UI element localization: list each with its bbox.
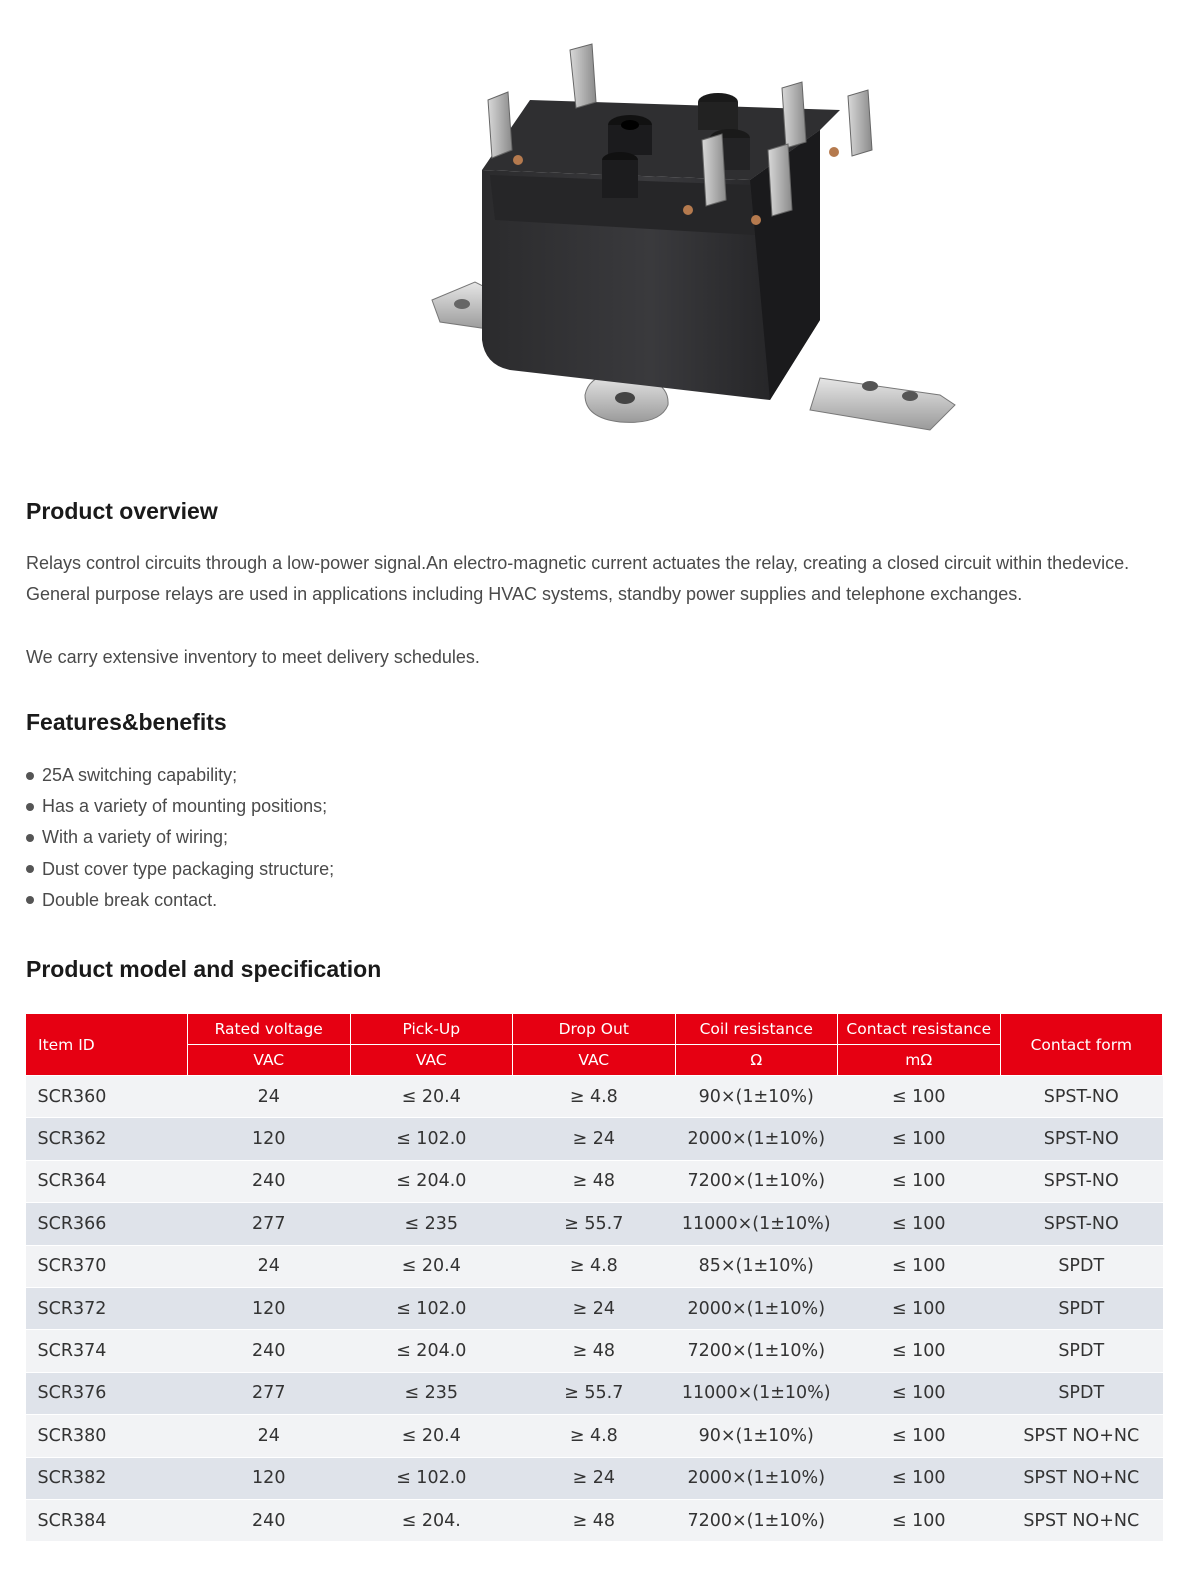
- features-title: Features&benefits: [26, 709, 227, 735]
- table-row: [26, 1330, 1163, 1372]
- table-row: [26, 1118, 1163, 1160]
- terminal-5: [702, 134, 726, 206]
- cell-contact-resistance: ≤ 100: [838, 1118, 1001, 1160]
- cell-contact-form: SPST NO+NC: [1000, 1499, 1163, 1541]
- spec-unit-row: [26, 1045, 1163, 1076]
- overview-text: Relays control circuits through a low-power signal.An electro-magnetic current actuates the relay, creating a closed circuit within thedevice. General purpose relays are used in applications including HVAC systems, standby power supplies and telephone exchanges.: [26, 553, 1130, 605]
- cell-item-id: SCR360: [26, 1076, 188, 1118]
- cell-item-id: SCR364: [26, 1160, 188, 1202]
- cell-coil-resistance: 90×(1±10%): [675, 1415, 838, 1457]
- cell-pick-up: ≤ 102.0: [350, 1118, 513, 1160]
- cell-coil-resistance: 2000×(1±10%): [675, 1287, 838, 1329]
- cell-contact-form: SPST NO+NC: [1000, 1457, 1163, 1499]
- feature-text: Dust cover type packaging structure;: [42, 858, 335, 879]
- table-row: [26, 1203, 1163, 1245]
- cell-coil-resistance: 2000×(1±10%): [675, 1457, 838, 1499]
- overview-title: Product overview: [26, 498, 218, 524]
- cell-rated-voltage: 24: [188, 1245, 351, 1287]
- cell-item-id: SCR384: [26, 1499, 188, 1541]
- cell-rated-voltage: 24: [188, 1415, 351, 1457]
- feature-text: Has a variety of mounting positions;: [42, 796, 328, 817]
- cell-drop-out: ≥ 4.8: [513, 1415, 676, 1457]
- cell-coil-resistance: 2000×(1±10%): [675, 1118, 838, 1160]
- cell-rated-voltage: 277: [188, 1203, 351, 1245]
- header-contact-form: Contact form: [1000, 1014, 1163, 1076]
- spec-header-row: [26, 1014, 1163, 1045]
- cell-drop-out: ≥ 48: [513, 1499, 676, 1541]
- unit-drop-out: VAC: [513, 1045, 676, 1076]
- cell-contact-form: SPDT: [1000, 1245, 1163, 1287]
- cell-rated-voltage: 120: [188, 1118, 351, 1160]
- feature-item: [26, 791, 334, 822]
- product-image: [420, 30, 980, 450]
- terminal-1: [570, 44, 596, 108]
- bullet-icon: [26, 896, 34, 904]
- cell-rated-voltage: 120: [188, 1287, 351, 1329]
- bullet-icon: [26, 772, 34, 780]
- spec-table: [25, 1013, 1163, 1542]
- cell-pick-up: ≤ 20.4: [350, 1076, 513, 1118]
- cell-drop-out: ≥ 55.7: [513, 1203, 676, 1245]
- cell-item-id: SCR374: [26, 1330, 188, 1372]
- cell-contact-resistance: ≤ 100: [838, 1287, 1001, 1329]
- table-row: [26, 1372, 1163, 1414]
- cell-pick-up: ≤ 20.4: [350, 1245, 513, 1287]
- bullet-icon: [26, 834, 34, 842]
- cell-coil-resistance: 85×(1±10%): [675, 1245, 838, 1287]
- cell-item-id: SCR382: [26, 1457, 188, 1499]
- table-row: [26, 1245, 1163, 1287]
- cell-coil-resistance: 90×(1±10%): [675, 1076, 838, 1118]
- relay-illustration: [420, 30, 980, 450]
- cell-contact-resistance: ≤ 100: [838, 1076, 1001, 1118]
- unit-pick-up: VAC: [350, 1045, 513, 1076]
- cell-pick-up: ≤ 204.: [350, 1499, 513, 1541]
- cell-drop-out: ≥ 24: [513, 1457, 676, 1499]
- table-row: [26, 1160, 1163, 1202]
- terminal-2: [488, 92, 512, 158]
- cell-rated-voltage: 24: [188, 1076, 351, 1118]
- cell-item-id: SCR372: [26, 1287, 188, 1329]
- spec-title: Product model and specification: [26, 956, 382, 982]
- unit-coil-resistance: Ω: [675, 1045, 838, 1076]
- cell-rated-voltage: 120: [188, 1457, 351, 1499]
- features-list: [26, 760, 334, 916]
- header-rated-voltage: Rated voltage: [188, 1014, 351, 1045]
- cell-pick-up: ≤ 235: [350, 1372, 513, 1414]
- cell-rated-voltage: 277: [188, 1372, 351, 1414]
- table-row: [26, 1457, 1163, 1499]
- cell-drop-out: ≥ 48: [513, 1330, 676, 1372]
- cell-item-id: SCR362: [26, 1118, 188, 1160]
- cell-contact-form: SPDT: [1000, 1372, 1163, 1414]
- table-row: [26, 1499, 1163, 1541]
- feature-item: [26, 854, 334, 885]
- cell-contact-form: SPST-NO: [1000, 1076, 1163, 1118]
- cell-coil-resistance: 7200×(1±10%): [675, 1160, 838, 1202]
- cell-drop-out: ≥ 24: [513, 1118, 676, 1160]
- cell-contact-resistance: ≤ 100: [838, 1203, 1001, 1245]
- cell-contact-resistance: ≤ 100: [838, 1457, 1001, 1499]
- feature-item: [26, 885, 334, 916]
- cell-contact-resistance: ≤ 100: [838, 1372, 1001, 1414]
- header-drop-out: Drop Out: [513, 1014, 676, 1045]
- table-row: [26, 1415, 1163, 1457]
- cell-item-id: SCR380: [26, 1415, 188, 1457]
- cell-contact-resistance: ≤ 100: [838, 1160, 1001, 1202]
- cell-coil-resistance: 11000×(1±10%): [675, 1372, 838, 1414]
- cell-item-id: SCR370: [26, 1245, 188, 1287]
- feature-item: [26, 760, 334, 791]
- feature-text: 25A switching capability;: [42, 765, 238, 785]
- cell-drop-out: ≥ 24: [513, 1287, 676, 1329]
- right-flange: [810, 378, 955, 430]
- header-contact-resistance: Contact resistance: [838, 1014, 1001, 1045]
- cell-pick-up: ≤ 204.0: [350, 1330, 513, 1372]
- spec-table-body: [26, 1076, 1163, 1542]
- feature-text: With a variety of wiring;: [42, 827, 229, 848]
- cell-pick-up: ≤ 235: [350, 1203, 513, 1245]
- cell-contact-form: SPST NO+NC: [1000, 1415, 1163, 1457]
- cell-drop-out: ≥ 4.8: [513, 1076, 676, 1118]
- table-row: [26, 1287, 1163, 1329]
- cell-drop-out: ≥ 4.8: [513, 1245, 676, 1287]
- terminal-6: [768, 144, 792, 216]
- cell-coil-resistance: 7200×(1±10%): [675, 1330, 838, 1372]
- cell-drop-out: ≥ 55.7: [513, 1372, 676, 1414]
- cell-rated-voltage: 240: [188, 1499, 351, 1541]
- cell-pick-up: ≤ 102.0: [350, 1457, 513, 1499]
- overview-inventory-text: We carry extensive inventory to meet delivery schedules.: [26, 647, 480, 667]
- cell-contact-resistance: ≤ 100: [838, 1245, 1001, 1287]
- header-coil-resistance: Coil resistance: [675, 1014, 838, 1045]
- cell-rated-voltage: 240: [188, 1160, 351, 1202]
- cell-contact-resistance: ≤ 100: [838, 1499, 1001, 1541]
- cell-coil-resistance: 11000×(1±10%): [675, 1203, 838, 1245]
- terminal-4: [848, 90, 872, 156]
- cell-contact-form: SPDT: [1000, 1287, 1163, 1329]
- table-row: [26, 1076, 1163, 1118]
- cell-drop-out: ≥ 48: [513, 1160, 676, 1202]
- cell-pick-up: ≤ 102.0: [350, 1287, 513, 1329]
- cell-pick-up: ≤ 204.0: [350, 1160, 513, 1202]
- feature-item: [26, 822, 334, 853]
- unit-rated-voltage: VAC: [188, 1045, 351, 1076]
- cell-contact-form: SPDT: [1000, 1330, 1163, 1372]
- header-pick-up: Pick-Up: [350, 1014, 513, 1045]
- terminal-3: [782, 82, 806, 148]
- cell-contact-form: SPST-NO: [1000, 1203, 1163, 1245]
- header-item-id: Item ID: [26, 1014, 188, 1076]
- feature-text: Double break contact.: [42, 889, 218, 910]
- cell-rated-voltage: 240: [188, 1330, 351, 1372]
- cell-contact-resistance: ≤ 100: [838, 1415, 1001, 1457]
- cell-contact-form: SPST-NO: [1000, 1118, 1163, 1160]
- cell-contact-resistance: ≤ 100: [838, 1330, 1001, 1372]
- cell-contact-form: SPST-NO: [1000, 1160, 1163, 1202]
- bullet-icon: [26, 865, 34, 873]
- cell-item-id: SCR376: [26, 1372, 188, 1414]
- cell-pick-up: ≤ 20.4: [350, 1415, 513, 1457]
- unit-contact-resistance: mΩ: [838, 1045, 1001, 1076]
- cell-coil-resistance: 7200×(1±10%): [675, 1499, 838, 1541]
- cell-item-id: SCR366: [26, 1203, 188, 1245]
- bullet-icon: [26, 803, 34, 811]
